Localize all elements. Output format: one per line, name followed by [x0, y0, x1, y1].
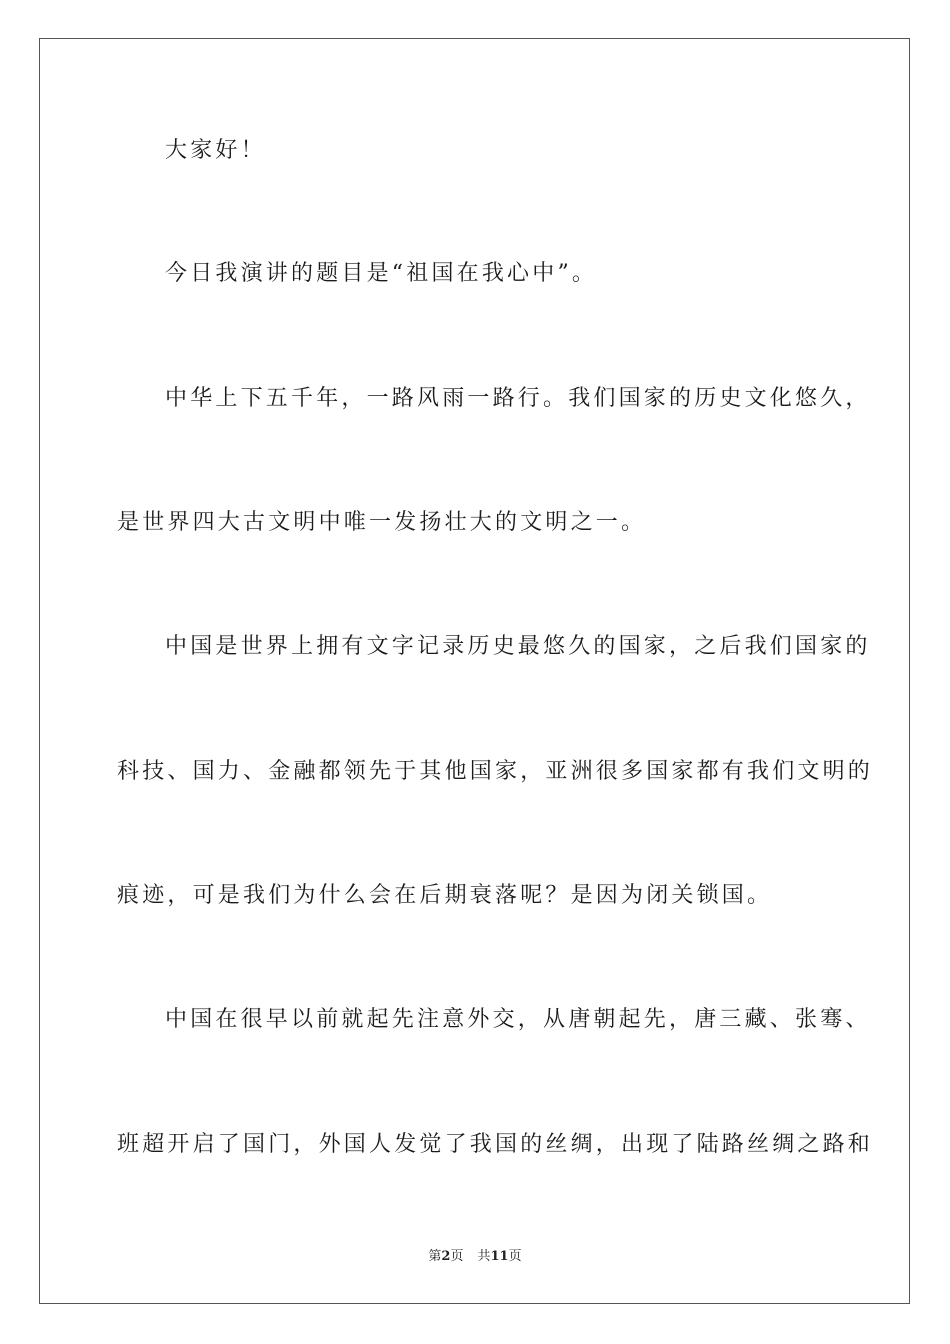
paragraph-line: 中国是世界上拥有文字记录历史最悠久的国家，之后我们国家的 — [165, 634, 871, 659]
page-suffix: 页 — [450, 1249, 464, 1264]
paragraph-line: 中华上下五千年，一路风雨一路行。我们国家的历史文化悠久， — [165, 386, 871, 411]
paragraph-line: 科技、国力、金融都领先于其他国家，亚洲很多国家都有我们文明的 — [117, 759, 874, 784]
page-footer — [0, 1248, 950, 1266]
page-number: 2 — [441, 1249, 451, 1264]
total-pages: 11 — [490, 1249, 509, 1264]
paragraph-line: 中国在很早以前就起先注意外交，从唐朝起先，唐三藏、张骞、 — [165, 1007, 871, 1032]
total-suffix: 页 — [508, 1249, 522, 1264]
paragraph-line: 今日我演讲的题目是“祖国在我心中”。 — [165, 261, 598, 286]
paragraph-line: 是世界四大古文明中唯一发扬壮大的文明之一。 — [117, 510, 647, 535]
page-frame — [39, 38, 910, 1304]
paragraph-line: 大家好！ — [165, 138, 266, 163]
paragraph-line: 班超开启了国门，外国人发觉了我国的丝绸，出现了陆路丝绸之路和 — [117, 1132, 874, 1157]
paragraph-line: 痕迹，可是我们为什么会在后期衰落呢？是因为闭关锁国。 — [117, 883, 773, 908]
total-prefix: 共 — [477, 1249, 491, 1264]
page-prefix: 第 — [428, 1249, 442, 1264]
